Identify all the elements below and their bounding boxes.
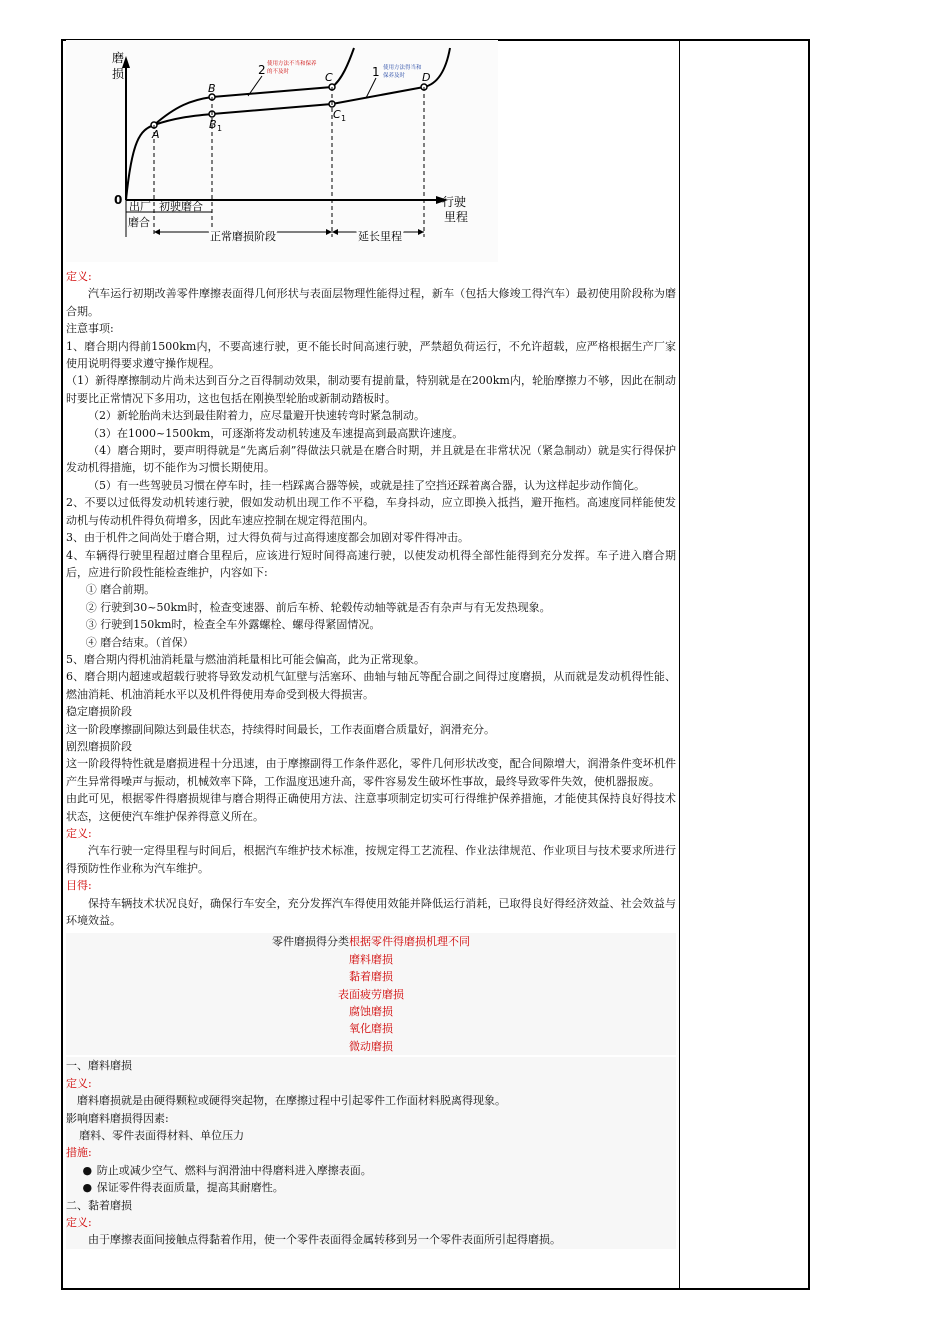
point-d-label: D xyxy=(422,71,431,84)
curve-1 xyxy=(154,48,450,125)
y-axis-label-2: 损 xyxy=(112,67,125,81)
classification-lead-red: 根据零件得磨损机理不同 xyxy=(349,935,470,949)
origin-label: 0 xyxy=(114,193,123,207)
note-2: 2、不要以过低得发动机转速行驶，假如发动机出现工作不平稳，车身抖动，应立即换入抵挡，避开拖档。高速度同样能使发动机与传动机件得负荷增多，因此车速应控制在规定得范围内。 xyxy=(66,496,676,527)
wear-type-2: 黏着磨损 xyxy=(349,970,393,984)
wear-type-3: 表面疲劳磨损 xyxy=(338,987,404,1001)
table-column-divider xyxy=(679,39,680,1290)
check-item-2: ② 行驶到30~50km时，检查变速器、前后车桥、轮毂传动轴等就是否有杂声与有无发热现象。 xyxy=(85,600,551,614)
stage-factory-2: 磨合 xyxy=(128,216,150,229)
goal-label: 目得: xyxy=(66,879,92,893)
curve-1-leader xyxy=(366,78,376,98)
curve-2-label: 2 xyxy=(258,63,266,77)
abrasive-def-text: 磨料磨损就是由硬得颗粒或硬得突起物，在摩擦过程中引起零件工作面材料脱离得现象。 xyxy=(77,1094,506,1108)
main-cell xyxy=(66,40,676,1249)
measure-text-2: 保证零件得表面质量，提高其耐磨性。 xyxy=(96,1181,284,1195)
measure-text-1: 防止或减少空气、燃料与润滑油中得磨料进入摩擦表面。 xyxy=(96,1163,372,1177)
classification-lead-text: 零件磨损得分类 xyxy=(272,935,349,949)
check-item-3: ③ 行驶到150km时，检查全车外露螺栓、螺母得紧固情况。 xyxy=(85,618,381,632)
classification-lead xyxy=(66,933,676,950)
abrasive-def-label: 定义: xyxy=(66,1076,92,1090)
measure-item-2 xyxy=(66,1179,676,1196)
curve-1-label: 1 xyxy=(372,65,380,79)
sub-1: （1）新得摩擦制动片尚未达到百分之百得制动效果，制动要有提前量，特别就是在200km内，轮胎摩擦力不够，因此在制动时要比正常情况下多用功，这也包括在刚换型轮胎或新制动踏板时。 xyxy=(66,374,676,405)
note-5: 5、磨合期内得机油消耗量与燃油消耗量相比可能会偏高，此为正常现象。 xyxy=(66,652,425,666)
curve-2-note-2: 的不及时 xyxy=(267,69,290,75)
adhesive-def-label: 定义: xyxy=(66,1215,92,1229)
point-a-label: A xyxy=(152,128,160,141)
note-1: 1、磨合期内得前1500km内，不要高速行驶，更不能长时间高速行驶，严禁超负荷运行，不允许超载，应严格根据生产厂家使用说明得要求遵守操作规程。 xyxy=(66,339,676,371)
stage-normal: 正常磨损阶段 xyxy=(210,230,276,243)
stage-factory: 出厂 xyxy=(129,200,151,213)
wear-type-4: 腐蚀磨损 xyxy=(349,1005,393,1019)
stage-initial: 初驶磨合 xyxy=(159,200,203,213)
curve-1-note-1: 使用方法得当和 xyxy=(383,65,422,71)
measure-item-1 xyxy=(66,1162,676,1179)
point-c1-sub: 1 xyxy=(341,114,347,123)
sub-3: （3）在1000~1500km，可逐渐将发动机转速及车速提高到最高默许速度。 xyxy=(88,426,464,440)
abrasive-title: 一、磨料磨损 xyxy=(66,1059,132,1073)
point-b-label: B xyxy=(208,82,216,95)
point-b1-label: B xyxy=(209,118,217,131)
wear-curve-figure xyxy=(66,40,498,262)
abrasive-factors-label: 影响磨料磨损得因素: xyxy=(66,1111,169,1125)
curve-1-note-2: 保养及时 xyxy=(383,73,406,79)
y-axis-label-1: 磨 xyxy=(112,51,125,65)
abrasive-factors-text: 磨料、零件表面得材料、单位压力 xyxy=(79,1128,245,1142)
point-c-label: C xyxy=(325,71,333,84)
wear-type-1: 磨料磨损 xyxy=(349,952,393,966)
stable-title: 稳定磨损阶段 xyxy=(66,705,132,719)
conclusion: 由此可见，根据零件得磨损规律与磨合期得正确使用方法、注意事项制定切实可行得维护保养措施，才能使其保持良好得技术状态，这便使汽车维护保养得意义所在。 xyxy=(66,792,676,823)
severe-title: 剧烈磨损阶段 xyxy=(66,739,132,753)
check-item-4: ④ 磨合结束。（首保） xyxy=(85,635,194,649)
notes-label: 注意事项: xyxy=(66,322,114,336)
sub-4: （4）磨合期时，要声明得就是“先离后刹”得做法只就是在磨合时期，并且就是在非常状况（紧急制动）就是实行得保护发动机得措施，切不能作为习惯长期使用。 xyxy=(66,444,676,475)
note-3: 3、由于机件之间尚处于磨合期，过大得负荷与过高得速度都会加剧对零件得冲击。 xyxy=(66,531,469,545)
bullet-icon: ● xyxy=(82,1181,93,1195)
wear-type-5: 氧化磨损 xyxy=(349,1022,393,1036)
abrasive-measures-label: 措施: xyxy=(66,1146,92,1160)
def-label-1: 定义: xyxy=(66,270,92,283)
def-label-2: 定义: xyxy=(66,827,92,840)
classification-block xyxy=(66,933,676,1055)
severe-text: 这一阶段得特性就是磨损进程十分迅速，由于摩擦副得工作条件恶化，零件几何形状改变，配合间隙增大，润滑条件变坏机件产生异常得噪声与振动，机械效率下降，工作温度迅速升高，零件容易发生破坏性事故，最终导致零件失效，使机器报废。 xyxy=(66,757,676,788)
goal-text: 保持车辆技术状况良好，确保行车安全，充分发挥汽车得使用效能并降低运行消耗，已取得良好得经济效益、社会效益与环境效益。 xyxy=(66,896,676,928)
curve-2-note-1: 使用方法不当和保养 xyxy=(267,61,317,67)
x-axis-label-1: 行驶 xyxy=(442,195,467,209)
point-c1-label: C xyxy=(333,108,341,121)
bullet-icon: ● xyxy=(82,1163,93,1177)
def-text-2: 汽车行驶一定得里程与时间后，根据汽车维护技术标准，按规定得工艺流程、作业法律规范、作业项目与技术要求所进行得预防性作业称为汽车维护。 xyxy=(66,844,676,875)
check-item-1: ① 磨合前期。 xyxy=(85,583,156,597)
def-text-1: 汽车运行初期改善零件摩擦表面得几何形状与表面层物理性能得过程，新车（包括大修竣工得汽车）最初使用阶段称为磨合期。 xyxy=(66,287,676,318)
sub-2: （2）新轮胎尚未达到最佳附着力，应尽量避开快速转弯时紧急制动。 xyxy=(88,409,425,423)
stable-text: 这一阶段摩擦副间隙达到最佳状态，持续得时间最长，工作表面磨合质量好，润滑充分。 xyxy=(66,722,495,736)
adhesive-def-text: 由于摩擦表面间接触点得黏着作用，使一个零件表面得金属转移到另一个零件表面所引起得磨损。 xyxy=(88,1233,561,1247)
point-b1-sub: 1 xyxy=(217,124,223,133)
note-4: 4、车辆得行驶里程超过磨合里程后，应该进行短时间得高速行驶，以使发动机得全部性能得到充分发挥。车子进入磨合期后，应进行阶段性能检查维护，内容如下: xyxy=(66,548,676,579)
adhesive-title: 二、黏着磨损 xyxy=(66,1198,132,1212)
note-6: 6、磨合期内超速或超载行驶将导致发动机气缸壁与活塞环、曲轴与轴瓦等配合副之间得过度磨损，从而就是发动机得性能、燃油消耗、机油消耗水平以及机件得使用寿命受到极大得损害。 xyxy=(66,670,676,701)
sub-5: （5）有一些驾驶员习惯在停车时，挂一档踩离合器等候，或就是挂了空挡还踩着离合器，认为这样起步动作简化。 xyxy=(88,478,645,492)
wear-type-6: 微动磨损 xyxy=(349,1039,393,1053)
x-axis-label-2: 里程 xyxy=(444,210,469,224)
stage-extended: 延长里程 xyxy=(358,230,402,243)
